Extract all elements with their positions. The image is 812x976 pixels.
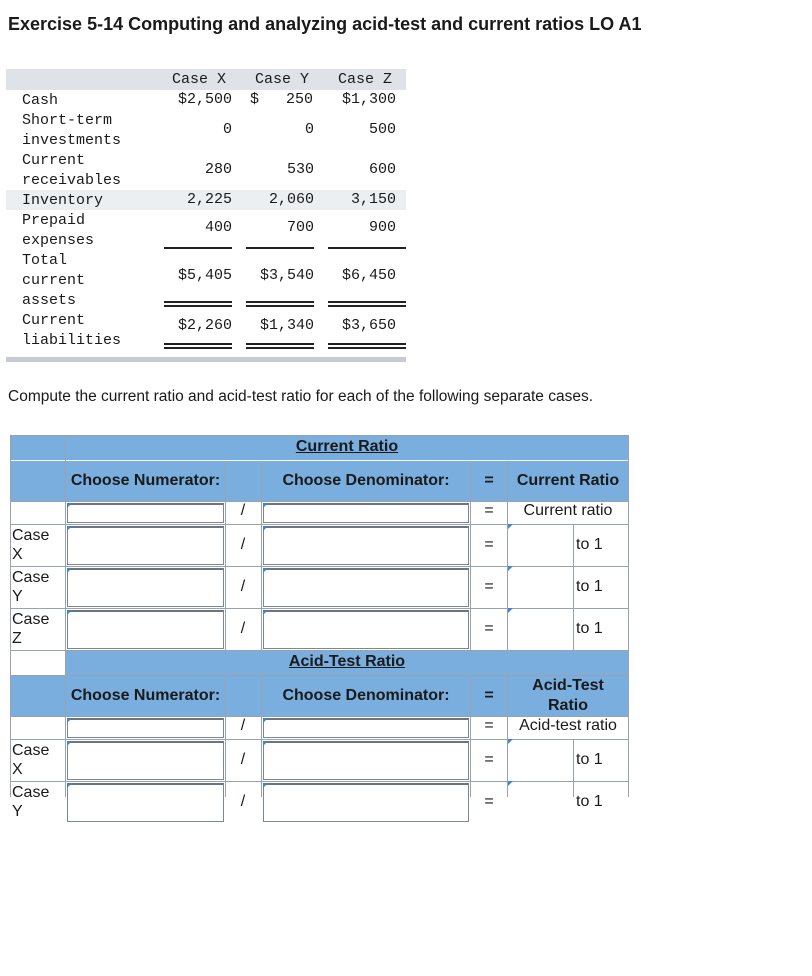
at-case-y-ratio-input[interactable] xyxy=(509,783,573,822)
cell-pe-z: 900 xyxy=(368,219,396,236)
row-label-short-term-investments: Short-term investments xyxy=(22,112,122,149)
cr-case-z-label: Case Z xyxy=(12,611,50,647)
row-label-total-current-assets: Total current assets xyxy=(22,252,86,309)
at-header-equals: = xyxy=(471,676,507,716)
cell-cash-z: $1,300 xyxy=(341,91,396,108)
cr-result-label: Current ratio xyxy=(523,502,613,519)
cr-case-x-denominator-input[interactable] xyxy=(263,526,469,565)
ratio-worksheet: Current Ratio Choose Numerator: Choose Denominator: = Current Ratio / = Current ratio Case X / = to 1 Case Y / = to 1 Case Z / = to 1 Acid-Test Ratio Choose Numerator: Choose Denominator: = Acid-Test Ratio / = Acid-test ratio Case X / = to 1 Case Y / = to 1 xyxy=(10,435,629,797)
cell-cl-y: $1,340 xyxy=(259,317,314,334)
cell-sti-y: 0 xyxy=(304,121,314,138)
at-case-x-ratio-input[interactable] xyxy=(509,741,573,780)
row-label-prepaid-expenses: Prepaid expenses xyxy=(22,212,95,249)
cell-inv-x: 2,225 xyxy=(186,191,232,208)
current-ratio-title: Current Ratio xyxy=(295,438,399,455)
cr-case-z-suffix: to 1 xyxy=(576,620,603,637)
cr-case-z-denominator-input[interactable] xyxy=(263,610,469,649)
at-numerator-select[interactable] xyxy=(67,718,224,738)
cr-case-y-label: Case Y xyxy=(12,569,50,605)
at-numerator-header: Choose Numerator: xyxy=(66,676,225,716)
cr-case-y-suffix: to 1 xyxy=(576,578,603,595)
cell-tca-x: $5,405 xyxy=(177,267,232,284)
cell-cl-z: $3,650 xyxy=(341,317,396,334)
instruction-text: Compute the current ratio and acid-test ratio for each of the following separate cases. xyxy=(8,388,594,405)
at-result-header: Acid-Test Ratio xyxy=(508,676,628,716)
column-header-case-z: Case Z xyxy=(337,71,392,88)
cr-header-equals: = xyxy=(471,461,507,501)
row-label-current-receivables: Current receivables xyxy=(22,152,122,189)
cell-tca-z: $6,450 xyxy=(341,267,396,284)
at-result-label: Acid-test ratio xyxy=(519,717,617,734)
cell-cash-x: $2,500 xyxy=(177,91,232,108)
cr-case-x-suffix: to 1 xyxy=(576,536,603,553)
cr-divide-sign: / xyxy=(240,502,246,519)
cell-pe-y: 700 xyxy=(286,219,314,236)
row-label-inventory: Inventory xyxy=(22,192,104,209)
at-divide-sign: / xyxy=(240,717,246,734)
cell-sti-z: 500 xyxy=(368,121,396,138)
cell-sti-x: 0 xyxy=(222,121,232,138)
at-case-y-label: Case Y xyxy=(12,784,50,820)
at-case-x-label: Case X xyxy=(12,742,50,778)
cr-case-y-denominator-input[interactable] xyxy=(263,568,469,607)
cr-case-y-ratio-input[interactable] xyxy=(509,568,573,607)
row-label-cash: Cash xyxy=(22,92,59,109)
cell-inv-y: 2,060 xyxy=(268,191,314,208)
page-title: Exercise 5-14 Computing and analyzing acid-test and current ratios LO A1 xyxy=(8,14,642,34)
cell-cr-z: 600 xyxy=(368,161,396,178)
cr-equals-sign: = xyxy=(484,502,494,519)
table-footer-band xyxy=(6,357,406,362)
at-case-x-numerator-input[interactable] xyxy=(67,741,224,780)
at-case-x-suffix: to 1 xyxy=(576,751,603,768)
column-header-case-y: Case Y xyxy=(254,71,309,88)
at-case-y-suffix: to 1 xyxy=(576,793,603,810)
cell-cl-x: $2,260 xyxy=(177,317,232,334)
cell-cash-y: $ 250 xyxy=(249,91,313,108)
acid-test-title: Acid-Test Ratio xyxy=(288,653,406,670)
at-equals-sign: = xyxy=(484,717,494,734)
cr-case-x-ratio-input[interactable] xyxy=(509,526,573,565)
at-case-y-numerator-input[interactable] xyxy=(67,783,224,822)
at-case-x-denominator-input[interactable] xyxy=(263,741,469,780)
cr-numerator-header: Choose Numerator: xyxy=(66,461,225,501)
cr-numerator-select[interactable] xyxy=(67,503,224,523)
cell-tca-y: $3,540 xyxy=(259,267,314,284)
cr-case-z-numerator-input[interactable] xyxy=(67,610,224,649)
cr-case-x-numerator-input[interactable] xyxy=(67,526,224,565)
cr-case-x-label: Case X xyxy=(12,527,50,563)
cell-cr-y: 530 xyxy=(286,161,314,178)
cell-cr-x: 280 xyxy=(204,161,232,178)
cr-denominator-select[interactable] xyxy=(263,503,469,523)
case-data-table xyxy=(6,69,406,362)
cell-pe-x: 400 xyxy=(204,219,232,236)
cell-inv-z: 3,150 xyxy=(350,191,396,208)
cr-case-z-ratio-input[interactable] xyxy=(509,610,573,649)
cr-result-header: Current Ratio xyxy=(508,461,628,501)
column-header-case-x: Case X xyxy=(171,71,226,88)
at-case-y-denominator-input[interactable] xyxy=(263,783,469,822)
at-denominator-header: Choose Denominator: xyxy=(262,676,470,716)
cr-denominator-header: Choose Denominator: xyxy=(262,461,470,501)
row-label-current-liabilities: Current liabilities xyxy=(22,312,122,349)
cr-case-y-numerator-input[interactable] xyxy=(67,568,224,607)
at-denominator-select[interactable] xyxy=(263,718,469,738)
